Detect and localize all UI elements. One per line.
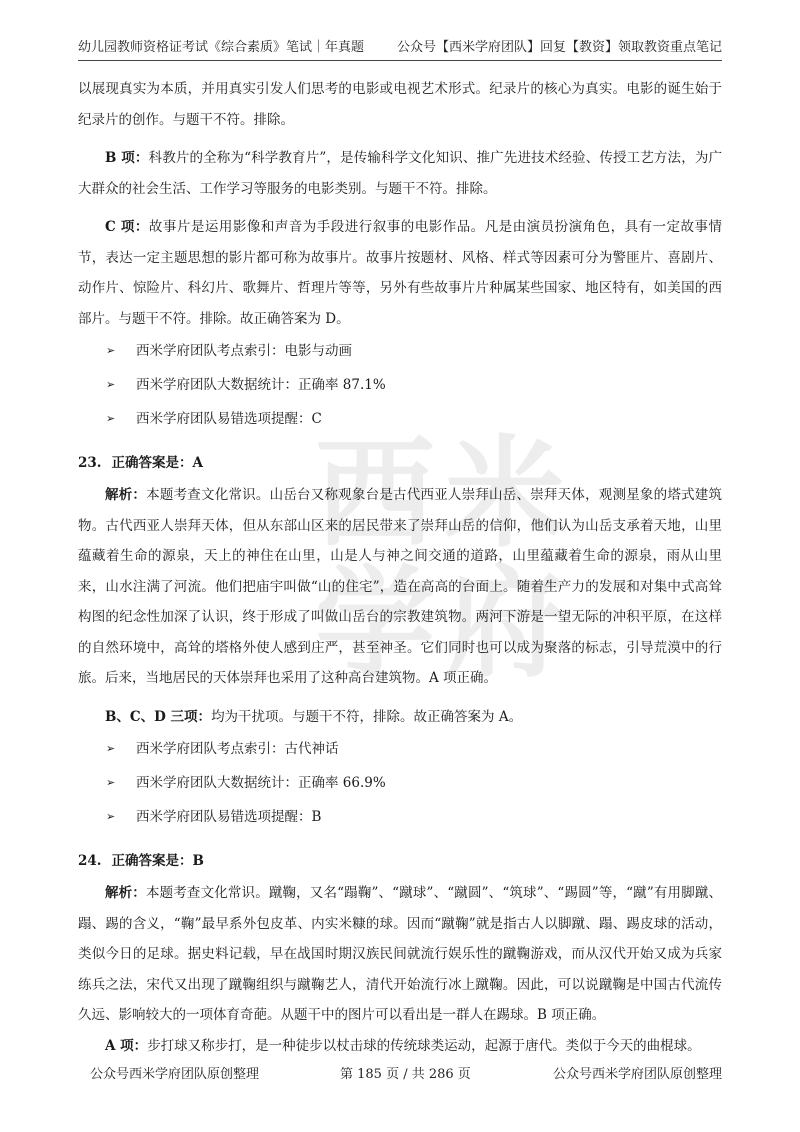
bullet-text: 西米学府团队大数据统计：正确率 87.1% [136,376,386,393]
bullet-text: 西米学府团队易错选项提醒：C [136,410,322,427]
watermark-char: 学 [315,555,435,694]
answer-title: 正确答案是：A [111,454,203,471]
question-number: 23. [78,454,102,471]
option-label: A 项： [105,1037,148,1054]
bullet-item [106,402,722,436]
watermark-char: 西 [315,425,435,564]
option-text: 步打球又称步打，是一种徒步以杖击球的传统球类运动，起源于唐代。类似于今天的曲棍球。 [147,1037,701,1054]
paragraph-analysis [78,878,722,1031]
analysis-label: 解析： [105,885,146,901]
option-text: 均为干扰项。与题干不符，排除。故正确答案为 A。 [211,708,523,725]
analysis-text: 本题考查文化常识。蹴鞠，又名“蹋鞠”、“蹴球”、“蹴圆”、“筑球”、“踢圆”等，“蹴”有用脚蹴、蹋、踢的含义，“鞠”最早系外包皮革、内实米糠的球。因而“蹴鞠”就是指古人以脚蹴、蹋、踢皮球的活动，类似今日的足球。据史料记载，早在战国时期汉族民间就流行娱乐性的蹴鞠游戏，而从汉代开始又成为兵家练兵之法，宋代又出现了蹴鞠组织与蹴鞠艺人，清代开始流行冰上蹴鞠。因此，可以说蹴鞠是中国古代流传久远、影响较大的一项体育奇葩。从题干中的图片可以看出是一群人在踢球。B 项正确。 [78,885,722,1023]
option-label: C 项： [105,219,149,235]
bullet-item [106,800,722,834]
page-footer [90,1063,722,1082]
paragraph-option-c [78,212,722,334]
analysis-label: 解析： [105,487,147,503]
bullet-text: 西米学府团队大数据统计：正确率 66.9% [136,774,386,791]
footer-right: 公众号西米学府团队原创整理 [552,1067,722,1082]
option-text: 科教片的全称为“科学教育片”，是传输科学文化知识、推广先进技术经验、传授工艺方法，为广大群众的社会生活、工作学习等服务的电影类别。与题干不符。排除。 [78,150,722,197]
arrow-icon: ➢ [106,343,116,357]
arrow-icon: ➢ [106,411,116,425]
question-heading [78,844,722,878]
bullet-text: 西米学府团队易错选项提醒：B [136,808,322,825]
page-header [78,36,722,61]
question-heading [78,446,722,480]
paragraph-option-bcd [78,702,722,733]
paragraph-analysis [78,480,722,694]
option-text: 故事片是运用影像和声音为手段进行叙事的电影作品。凡是由演员扮演角色，具有一定故事情节，表达一定主题思想的影片都可称为故事片。故事片按题材、风格、样式等因素可分为警匪片、喜剧片、动作片、惊险片、科幻片、歌舞片、哲理片等等，另外有些故事片片种属某些国家、地区特有，如美国的西部片。与题干不符。排除。故正确答案为 D。 [78,219,722,327]
paragraph-intro: 以展现真实为本质，并用真实引发人们思考的电影或电视艺术形式。纪录片的核心为真实。电影的诞生始于纪录片的创作。与题干不符。排除。 [78,81,722,128]
arrow-icon: ➢ [106,809,116,823]
page-content [78,74,722,1061]
footer-left: 公众号西米学府团队原创整理 [90,1067,260,1082]
arrow-icon: ➢ [106,741,116,755]
bullet-item [106,368,722,402]
bullet-item [106,732,722,766]
paragraph-option-b [78,143,722,204]
bullet-item [106,766,722,800]
answer-title: 正确答案是：B [111,852,204,869]
arrow-icon: ➢ [106,775,116,789]
analysis-text: 本题考查文化常识。山岳台又称观象台是古代西亚人崇拜山岳、崇拜天体，观测星象的塔式建筑物。古代西亚人崇拜天体，但从东部山区来的居民带来了崇拜山岳的信仰，他们认为山岳支承着天地，山里蕴藏着生命的源泉，天上的神住在山里，山是人与神之间交通的道路，山里蕴藏着生命的源泉，雨从山里来，山水注满了河流。他们把庙宇叫做“山的住宅”，造在高高的台面上。随着生产力的发展和对集中式高耸构图的纪念性加深了认识，终于形成了叫做山岳台的宗教建筑物。两河下游是一望无际的冲积平原，在这样的自然环境中，高耸的塔格外使人感到庄严，甚至神圣。它们同时也可以成为聚落的标志，引导荒漠中的行旅。后来，当地居民的天体崇拜也采用了这种高台建筑物。A 项正确。 [78,487,723,686]
watermark-char: 府 [445,555,565,694]
option-label: B 项： [105,150,149,166]
question-number: 24. [78,852,102,869]
arrow-icon: ➢ [106,377,116,391]
bullet-text: 西米学府团队考点索引：古代神话 [136,740,339,757]
bullet-text: 西米学府团队考点索引：电影与动画 [136,342,352,359]
header-right: 公众号【西米学府团队】回复【教资】领取教资重点笔记 [396,40,722,55]
page-number: 第 185 页 / 共 286 页 [340,1067,471,1082]
header-left: 幼儿园教师资格证考试《综合素质》笔试｜年真题 [78,40,365,55]
paragraph-option-a [78,1031,722,1062]
option-label: B、C、D 三项： [105,708,212,725]
bullet-item [106,334,722,368]
watermark-char: 米 [445,425,565,564]
